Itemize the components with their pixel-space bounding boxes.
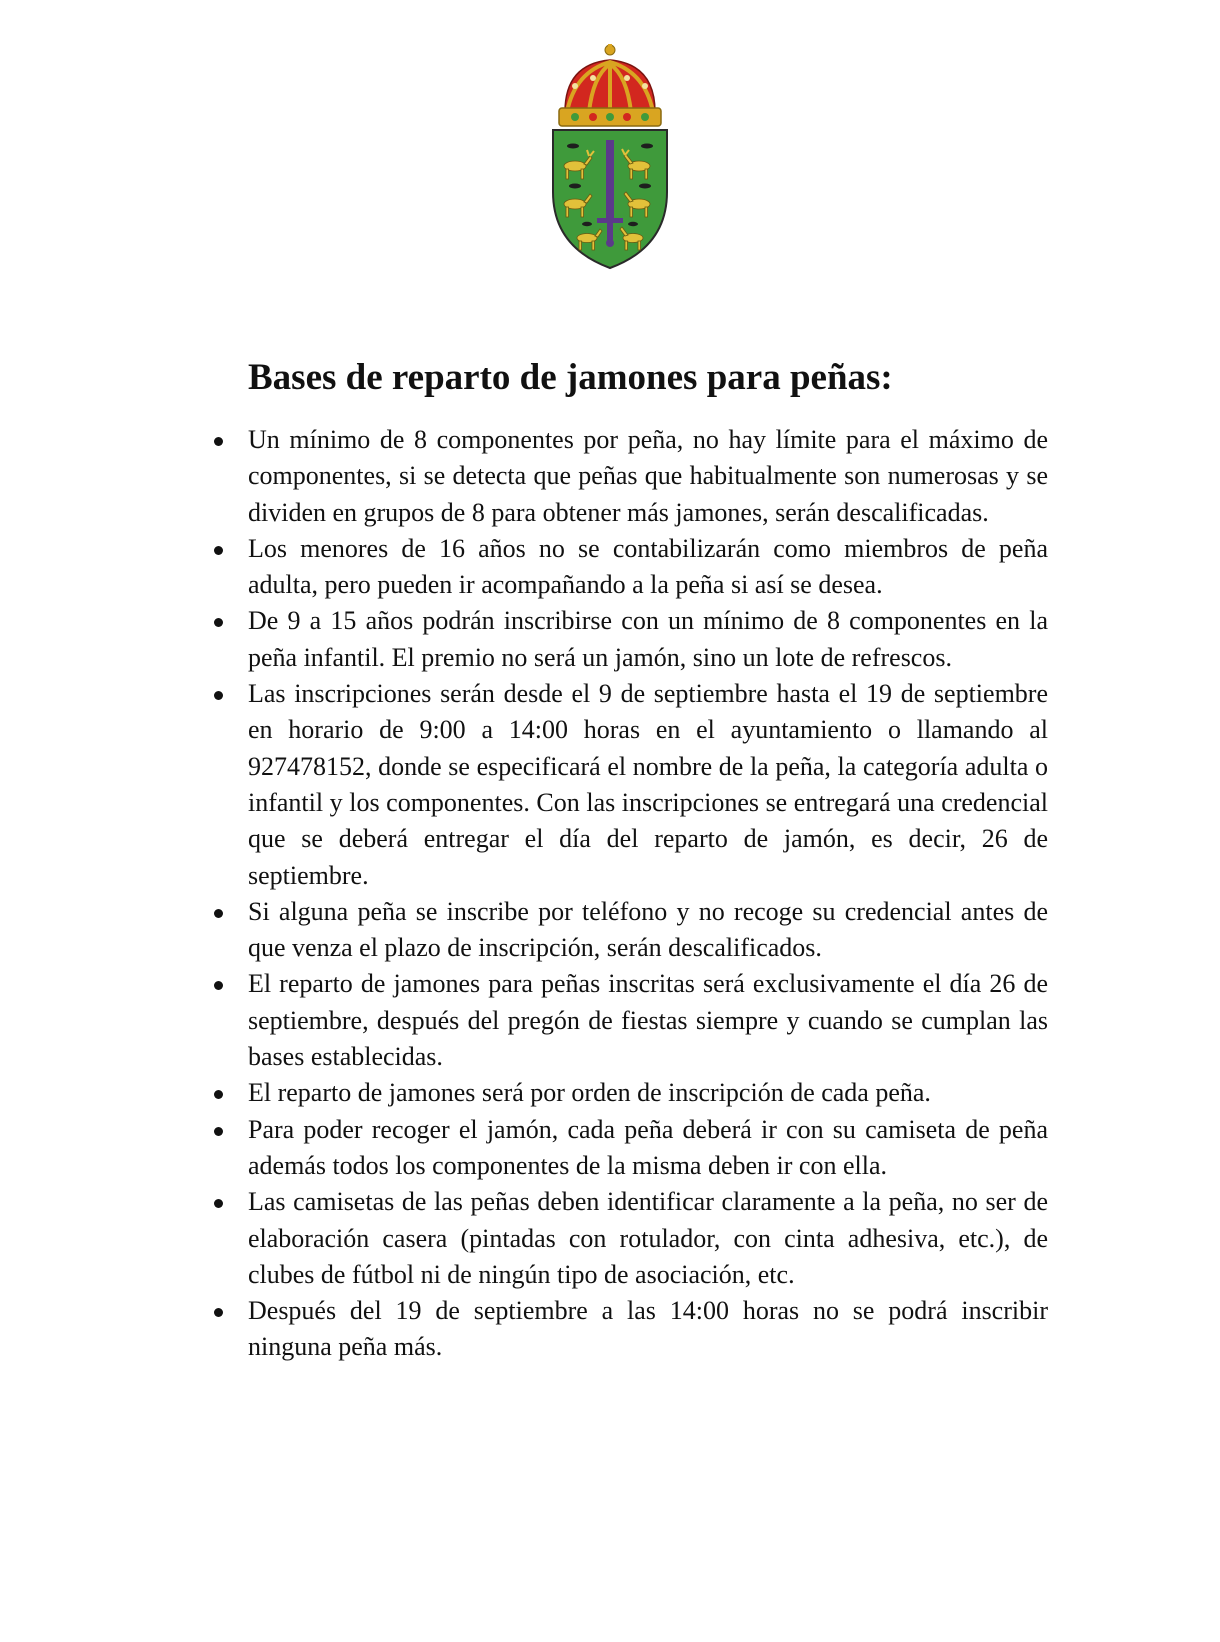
list-item-text: Después del 19 de septiembre a las 14:00 horas no se podrá inscribir ninguna peña más. [248,1296,1048,1362]
list-item-text: Un mínimo de 8 componentes por peña, no hay límite para el máximo de componentes, si se detecta que peñas que habitualmente son numerosas y se dividen en grupos de 8 para obtener más jamones, serán descalificadas. [248,425,1048,527]
list-item-text: Si alguna peña se inscribe por teléfono y no recoge su credencial antes de que venza el plazo de inscripción, serán descalificados. [248,896,1048,963]
list-item [248,966,1048,1075]
bullet-icon [214,1127,223,1136]
bullet-icon [214,618,223,627]
municipal-coat-of-arms-icon [545,42,675,272]
list-item-text: Las camisetas de las peñas deben identificar claramente a la peña, no ser de elaboración casera (pintadas con rotulador, con cinta adhesiva, etc.), de clubes de fútbol ni de ningún tipo de asociación, etc. [248,1187,1048,1289]
list-item-text: Los menores de 16 años no se contabilizarán como miembros de peña adulta, pero pueden ir acompañando a la peña si así se desea. [248,533,1048,600]
page-title: Bases de reparto de jamones para peñas: [248,357,893,398]
bullet-icon [214,909,223,918]
list-item-text: El reparto de jamones será por orden de inscripción de cada peña. [248,1078,931,1108]
list-item [248,676,1048,894]
list-item [248,531,1048,604]
list-item [248,1112,1048,1185]
list-item-text: El reparto de jamones para peñas inscritas será exclusivamente el día 26 de septiembre, después del pregón de fiestas siempre y cuando se cumplan las bases establecidas. [248,969,1048,1072]
list-item-text: Para poder recoger el jamón, cada peña deberá ir con su camiseta de peña además todos los componentes de la misma deben ir con ella. [248,1114,1048,1180]
list-item [248,894,1048,967]
bullet-icon [214,546,223,555]
list-item [248,422,1048,531]
list-item [248,1293,1048,1366]
list-item [248,1075,1048,1111]
bullet-icon [214,437,223,446]
list-item [248,1184,1048,1293]
bullet-icon [214,1308,223,1317]
list-item [248,603,1048,676]
bullet-icon [214,1090,223,1099]
list-item-text: De 9 a 15 años podrán inscribirse con un mínimo de 8 componentes en la peña infantil. El premio no será un jamón, sino un lote de refrescos. [248,606,1048,672]
bullet-icon [214,1199,223,1208]
bullet-icon [214,691,223,700]
rules-list [248,422,1048,1366]
bullet-icon [214,981,223,990]
list-item-text: Las inscripciones serán desde el 9 de septiembre hasta el 19 de septiembre en horario de 9:00 a 14:00 horas en el ayuntamiento o llamando al 927478152, donde se especificará el nombre de la peña, la categoría adulta o infantil y los componentes. Con las inscripciones se entregará una credencial que se deberá entregar el día del reparto de jamón, es decir, 26 de septiembre. [248,679,1048,890]
